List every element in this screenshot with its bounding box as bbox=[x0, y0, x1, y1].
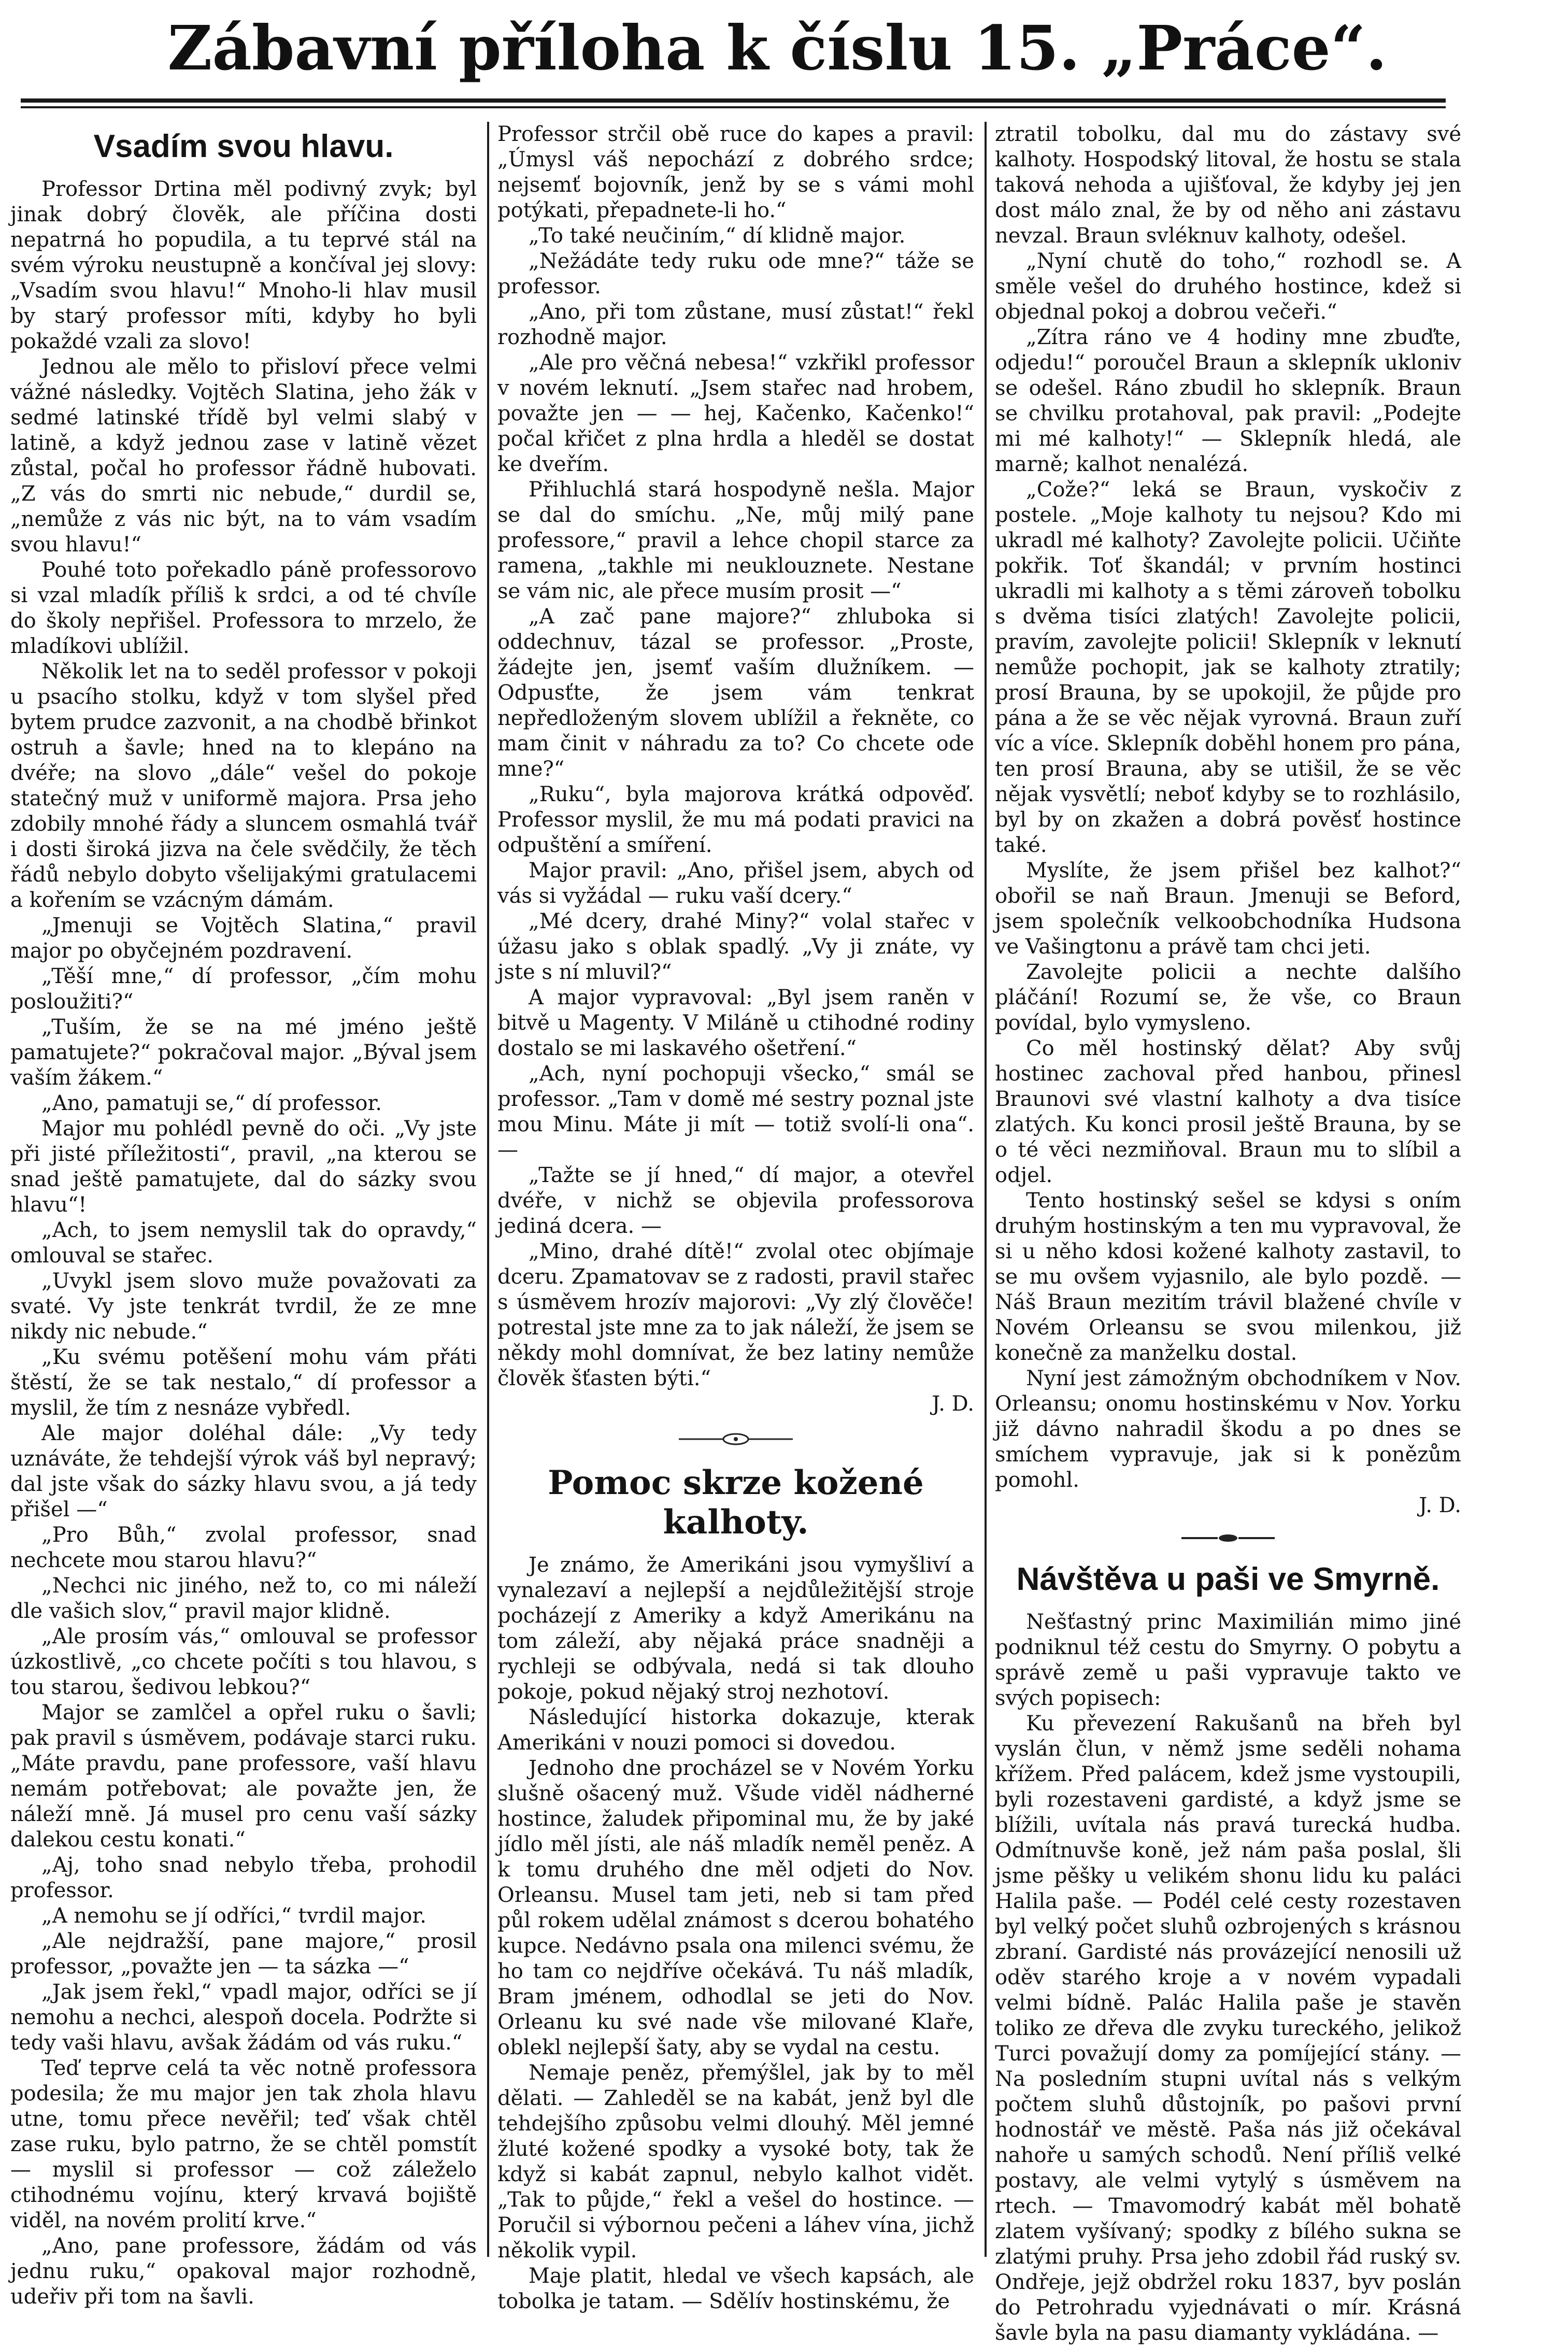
paragraph: „Tuším, že se na mé jméno ještě pamatujete?“ pokračoval major. „Býval jsem vaším žákem.“ bbox=[10, 1015, 477, 1090]
paragraph: Professor strčil obě ruce do kapes a pravil: „Úmysl váš nepochází z dobrého srdce; nejsemť bojovník, jenž by se s vámi mohl potýkati, přepadnete-li ho.“ bbox=[497, 122, 974, 222]
paragraph: Major se zamlčel a opřel ruku o šavli; pak pravil s úsměvem, podávaje starci ruku. „Máte pravdu, pane professore, vaší hlavu nemám potřebovat; ale považte jen, že náleží mně. Já musel pro cenu vaší sázky dalekou cestu konati.“ bbox=[10, 1701, 477, 1852]
paragraph: „Aj, toho snad nebylo třeba, prohodil professor. bbox=[10, 1853, 477, 1902]
paragraph: Teď teprve celá ta věc notně professora podesila; že mu major jen tak zhola hlavu utne, tomu přece nevěřil; teď však chtěl zase ruku, bylo patrno, že se chtěl pomstít — myslil si professor — což záleželo ctihodnému vojínu, který krvavá bojiště viděl, na novém prolití krve.“ bbox=[10, 2056, 477, 2233]
article-body bbox=[497, 1553, 974, 2314]
ornament-icon bbox=[1176, 1532, 1280, 1544]
paragraph: „Nyní chutě do toho,“ rozhodl se. A směle vešel do druhého hostince, kdež si objednal pokoj a dobrou večeři.“ bbox=[995, 249, 1461, 324]
article-title: Pomoc skrze kožené kalhoty. bbox=[548, 1463, 924, 1542]
paragraph: Maje platit, hledal ve všech kapsách, ale tobolka je tatam. — Sdělív hostinskému, že bbox=[497, 2264, 974, 2313]
paragraph: Přihluchlá stará hospodyně nešla. Major se dal do smíchu. „Ne, můj milý pane professore,“ pravil a lehce chopil starce za ramena, „takhle mi neuklouznete. Nestane se vám nic, ale přece musím prosit —“ bbox=[497, 478, 974, 603]
paragraph: „Uvykl jsem slovo muže považovati za svaté. Vy jste tenkrát tvrdil, že ze mne nikdy nic nebude.“ bbox=[10, 1269, 477, 1344]
paragraph: Jednou ale mělo to přisloví přece velmi vážné následky. Vojtěch Slatina, jeho žák v sedmé latinské třídě byl velmi slabý v latině, a když jednou zase v latině vězet zůstal, počal ho professor řádně hubovati. „Z vás do smrti nic nebude,“ durdil se, „nemůže z vás nic být, na to vám vsadím svou hlavu!“ bbox=[10, 355, 477, 557]
paragraph: „Ruku“, byla majorova krátká odpověď. Professor myslil, že mu má podati pravici na odpuštění a smíření. bbox=[497, 783, 974, 857]
paragraph: „Ano, pane professore, žádám od vás jednu ruku,“ opakoval major rozhodně, udeřiv při tom na šavli. bbox=[10, 2234, 477, 2309]
middle-column bbox=[497, 122, 974, 2313]
paragraph: „A nemohu se jí odříci,“ tvrdil major. bbox=[41, 1904, 426, 1928]
paragraph: Co měl hostinský dělat? Aby svůj hostinec zachoval před hanbou, přinesl Braunovi své vlastní kalhoty a dva tisíce zlatých. Ku konci prosil ještě Brauna, by se o té věci nezmiňoval. Braun mu to slíbil a odjel. bbox=[995, 1036, 1461, 1187]
paragraph: Pouhé toto pořekadlo páně professorovo si vzal mladík příliš k srdci, a od té chvíle do školy nepřišel. Professora to mrzelo, že mladíkovi ublížil. bbox=[10, 558, 477, 658]
author-signature: J. D. bbox=[1419, 1494, 1461, 1517]
paragraph: „Tažte se jí hned,“ dí major, a otevřel dvéře, v nichž se objevila professorova jediná dcera. — bbox=[497, 1163, 974, 1238]
article-body bbox=[10, 177, 477, 2310]
masthead-title: Zábavní příloha k číslu 15. „Práce“. bbox=[167, 12, 1387, 84]
paragraph: Myslíte, že jsem přišel bez kalhot?“ obořil se naň Braun. Jmenuji se Beford, jsem společník velkoobchodníka Hudsona ve Vašingtonu a právě tam chci jeti. bbox=[995, 859, 1461, 959]
article-body bbox=[995, 1610, 1461, 2346]
paragraph: Nešťastný princ Maximilián mimo jiné podniknul též cestu do Smyrny. O pobytu a správě země u paši vypravuje takto ve svých popisech: bbox=[995, 1610, 1461, 1710]
paragraph: „Ano, při tom zůstane, musí zůstat!“ řekl rozhodně major. bbox=[497, 300, 974, 349]
article-title: Návštěva u paši ve Smyrně. bbox=[1016, 1561, 1440, 1597]
paragraph: Zavolejte policii a nechte dalšího pláčání! Rozumí se, že vše, co Braun povídal, bylo vymysleno. bbox=[995, 960, 1461, 1035]
paragraph: „Nechci nic jiného, než to, co mi náleží dle vašich slov,“ pravil major klidně. bbox=[10, 1574, 477, 1623]
paragraph: Nyní jest zámožným obchodníkem v Nov. Orleansu; onomu hostinskému v Nov. Yorku již dávno nahradil škodu a po dnes se smíchem vypravuje, jak si k ponězům pomohl. bbox=[995, 1367, 1461, 1492]
article-body bbox=[497, 122, 974, 1391]
paragraph: Tento hostinský sešel se kdysi s oním druhým hostinským a ten mu vypravoval, že si u něho kdosi kožené kalhoty zastavil, to se mu ovšem vyjasnilo, ale bylo pozdě. — Náš Braun mezitím trávil blažené chvíle v Novém Orleansu se svou milenkou, již konečně za manželku dostal. bbox=[995, 1189, 1461, 1365]
paragraph: „Mé dcery, drahé Miny?“ volal stařec v úžasu jako s oblak spadlý. „Vy ji znáte, vy jste s ní mluvil?“ bbox=[497, 909, 974, 984]
paragraph: „To také neučiním,“ dí klidně major. bbox=[529, 224, 906, 248]
ornament-icon bbox=[674, 1430, 798, 1448]
article-title: Vsadím svou hlavu. bbox=[93, 129, 394, 164]
paragraph: „Ach, nyní pochopuji všecko,“ smál se professor. „Tam v domě mé sestry poznal jste mou Minu. Máte ji mít — totiž svolí-li ona“. — bbox=[497, 1062, 974, 1162]
paragraph: „Cože?“ leká se Braun, vyskočiv z postele. „Moje kalhoty tu nejsou? Kdo mi ukradl mé kalhoty? Zavolejte policii. Učiňte pokřik. Toť škandál; v prvním hostinci ukradli mi kalhoty a s těmi zároveň tobolku s dvěma tisíci zlatých! Zavolejte policii, pravím, zavolejte policii! Sklepník v leknutí nemůže pochopit, jak se kalhoty ztratily; prosí Brauna, by se upokojil, že půjde pro pána a že se věc nějak vyrovná. Braun zuří víc a více. Sklepník doběhl honem pro pána, ten prosí Brauna, aby se utišil, že se věc nějak vysvětlí; neboť kdyby se to rozhlásilo, byl by on zkažen a dobrá pověsť hostince také. bbox=[995, 478, 1461, 857]
author-signature: J. D. bbox=[932, 1392, 974, 1416]
paragraph: „Ku svému potěšení mohu vám přáti štěstí, že se tak nestalo,“ dí professor a myslil, že tím z nesnáze vybředl. bbox=[10, 1345, 477, 1420]
paragraph: ztratil tobolku, dal mu do zástavy své kalhoty. Hospodský litoval, že hostu se stala taková nehoda a ujišťoval, že kdyby jej jen dost málo znal, že by od něho ani zástavu nevzal. Braun svléknuv kalhoty, odešel. bbox=[995, 122, 1461, 248]
column-divider bbox=[985, 122, 987, 2257]
paragraph: „Ach, to jsem nemyslil tak do opravdy,“ omlouval se stařec. bbox=[10, 1218, 477, 1268]
paragraph: „Nežádáte tedy ruku ode mne?“ táže se professor. bbox=[497, 249, 974, 298]
article-body bbox=[995, 122, 1461, 1493]
paragraph: Několik let na to seděl professor v pokoji u psacího stolku, když v tom slyšel před bytem prudce zazvonit, a na chodbě břinkot ostruh a šavle; hned na to klepáno na dvéře; na slovo „dále“ vešel do pokoje statečný muž v uniformě majora. Prsa jeho zdobily mnohé řády a sluncem osmahlá tvář i dosti široká jizva na čele svědčily, že těch řádů nebylo dobyto všelijakými gratulacemi a kořením se vzácným dámám. bbox=[10, 660, 477, 912]
paragraph: „Ale prosím vás,“ omlouval se professor úzkostlivě, „co chcete počíti s tou hlavou, s tou starou, šedivou lebkou?“ bbox=[10, 1625, 477, 1699]
right-column bbox=[995, 122, 1461, 2345]
paragraph: „Pro Bůh,“ zvolal professor, snad nechcete mou starou hlavu?“ bbox=[10, 1523, 477, 1572]
paragraph: „Ale pro věčná nebesa!“ vzkřikl professor v novém leknutí. „Jsem stařec nad hrobem, považte jen — — hej, Kačenko, Kačenko!“ počal křičet z plna hrdla a hleděl se dostat ke dveřím. bbox=[497, 351, 974, 476]
paragraph: „Jak jsem řekl,“ vpadl major, odříci se jí nemohu a nechci, alespoň docela. Podržte si tedy vaši hlavu, avšak žádám od vás ruku.“ bbox=[10, 1980, 477, 2055]
paragraph: „Zítra ráno ve 4 hodiny mne zbuďte, odjedu!“ poroučel Braun a sklepník ukloniv se odešel. Ráno zbudil ho sklepník. Braun se chvilku protahoval, pak pravil: „Podejte mi mé kalhoty!“ — Sklepník hledá, ale marně; kalhot nenalézá. bbox=[995, 325, 1461, 476]
paragraph: Nemaje peněz, přemýšlel, jak by to měl dělati. — Zahleděl se na kabát, jenž byl dle tehdejšího způsobu velmi dlouhý. Měl jemné žluté kožené spodky a vysoké boty, tak že když si kabát zapnul, nebylo kalhot vidět. „Tak to půjde,“ řekl a vešel do hostince. — Poručil si výbornou pečeni a láhev vína, jichž několik vypil. bbox=[497, 2061, 974, 2263]
paragraph: Je známo, že Amerikáni jsou vymyšliví a vynalezaví a nejlepší a nejdůležitější stroje pocházejí z Ameriky a když Amerikánu na tom záleží, aby nějaká práce snadněji a rychleji se odbývala, nedá si tak dlouho pokoje, pokud nějaký stroj nezhotoví. bbox=[497, 1553, 974, 1704]
paragraph: „A zač pane majore?“ zhluboka si oddechnuv, tázal se professor. „Proste, žádejte jen, jsemť vaším dlužníkem. — Odpusťte, že jsem vám tenkrat nepředloženým slovem ublížil a řekněte, co mam činit v náhradu za to? Co chcete ode mne?“ bbox=[497, 605, 974, 781]
paragraph: A major vypravoval: „Byl jsem raněn v bitvě u Magenty. V Miláně u ctihodné rodiny dostalo se mi laskavého ošetření.“ bbox=[497, 986, 974, 1060]
paragraph: Major mu pohlédl pevně do oči. „Vy jste při jisté příležitosti“, pravil, „na kterou se snad ještě pamatujete, dal do sázky svou hlavu“! bbox=[10, 1117, 477, 1217]
paragraph: „Ale nejdražší, pane majore,“ prosil professor, „považte jen — ta sázka —“ bbox=[10, 1929, 477, 1979]
paragraph: Ale major doléhal dále: „Vy tedy uznáváte, že tehdejší výrok váš byl nepravý; dal jste však do sázky hlavu svou, a já tedy přišel —“ bbox=[10, 1421, 477, 1522]
paragraph: Major pravil: „Ano, přišel jsem, abych od vás si vyžádal — ruku vaší dcery.“ bbox=[497, 859, 974, 908]
left-column bbox=[10, 122, 477, 2309]
paragraph: Ku převezení Rakušanů na břeh byl vyslán člun, v němž jsme seděli nohama křížem. Před palácem, kdež jsme vystoupili, byli rozestaveni gardisté, a když jsme se blížili, uvítala nás pravá turecká hudba. Odmítnuvše koně, jež nám paša poslal, šli jsme pěšky u velikém shonu lidu ku paláci Halila paše. — Podél celé cesty rozestaven byl velký počet sluhů ozbrojených s krásnou zbraní. Gardisté nás provázející nenosili už oděv starého kroje a v novém vypadali velmi bídně. Palác Halila paše je stavěn toliko ze dřeva dle zvyku tureckého, jelikož Turci považují domy za pomíjející stány. — Na posledním stupni uvítal nás s velkým počtem sluhů důstojník, po pašovi první hodnostář ve městě. Paša nás již očekával nahoře u samých schodů. Není příliš velké postavy, ale velmi vytylý s úsměvem na rtech. — Tmavomodrý kabát měl bohatě zlatem vyšívaný; spodky z bílého sukna se zlatými pruhy. Prsa jeho zdobil řád ruský sv. Ondřeje, jejž obdržel roku 1837, byv poslán do Petrohradu vyjednávati o mír. Krásná šavle byla na pasu diamanty vykládána. — bbox=[995, 1712, 1461, 2345]
ornament-divider bbox=[497, 1430, 974, 1450]
paragraph: Následující historka dokazuje, kterak Amerikáni v nouzi pomoci si dovedou. bbox=[497, 1705, 974, 1755]
paragraph: Professor Drtina měl podivný zvyk; byl jinak dobrý člověk, ale příčina dosti nepatrná ho popudila, a tu teprvé stál na svém výroku neustupně a končíval jej slovy: „Vsadím svou hlavu!“ Mnoho-li hlav musil by starý professor míti, kdyby ho byli pokaždé vzali za slovo! bbox=[10, 177, 477, 353]
paragraph: „Těší mne,“ dí professor, „čím mohu posloužiti?“ bbox=[10, 964, 477, 1014]
column-divider bbox=[487, 122, 489, 2257]
masthead-rule bbox=[21, 98, 1446, 103]
paragraph: „Jmenuji se Vojtěch Slatina,“ pravil major po obyčejném pozdravení. bbox=[10, 914, 477, 963]
paragraph: Jednoho dne procházel se v Novém Yorku slušně ošacený muž. Všude viděl nádherné hostince, žaludek připominal mu, že by jaké jídlo měl jísti, ale náš mladík neměl peněz. A k tomu druhého dne měl odjeti do Nov. Orleansu. Musel tam jeti, neb si tam před půl rokem udělal známost s dcerou bohatého kupce. Nedávno psala ona milenci svému, že ho tam co nejdříve očekává. Tu náš mladík, Bram jménem, odhodlal se jeti do Nov. Orleanu ku své nade vše milované Klaře, oblekl nejlepší šaty, aby se vydal na cestu. bbox=[497, 1756, 974, 2059]
paragraph: „Mino, drahé dítě!“ zvolal otec objímaje dceru. Zpamatovav se z radosti, pravil stařec s úsměvem hrozív majorovi: „Vy zlý člověče! potrestal jste mne za to jak náleží, že jsem se někdy mohl domnívat, že bez latiny nemůže člověk šťasten býti.“ bbox=[497, 1240, 974, 1390]
paragraph: „Ano, pamatuji se,“ dí professor. bbox=[41, 1091, 382, 1115]
ornament-divider bbox=[995, 1532, 1461, 1546]
masthead-rule-thin bbox=[21, 106, 1446, 108]
